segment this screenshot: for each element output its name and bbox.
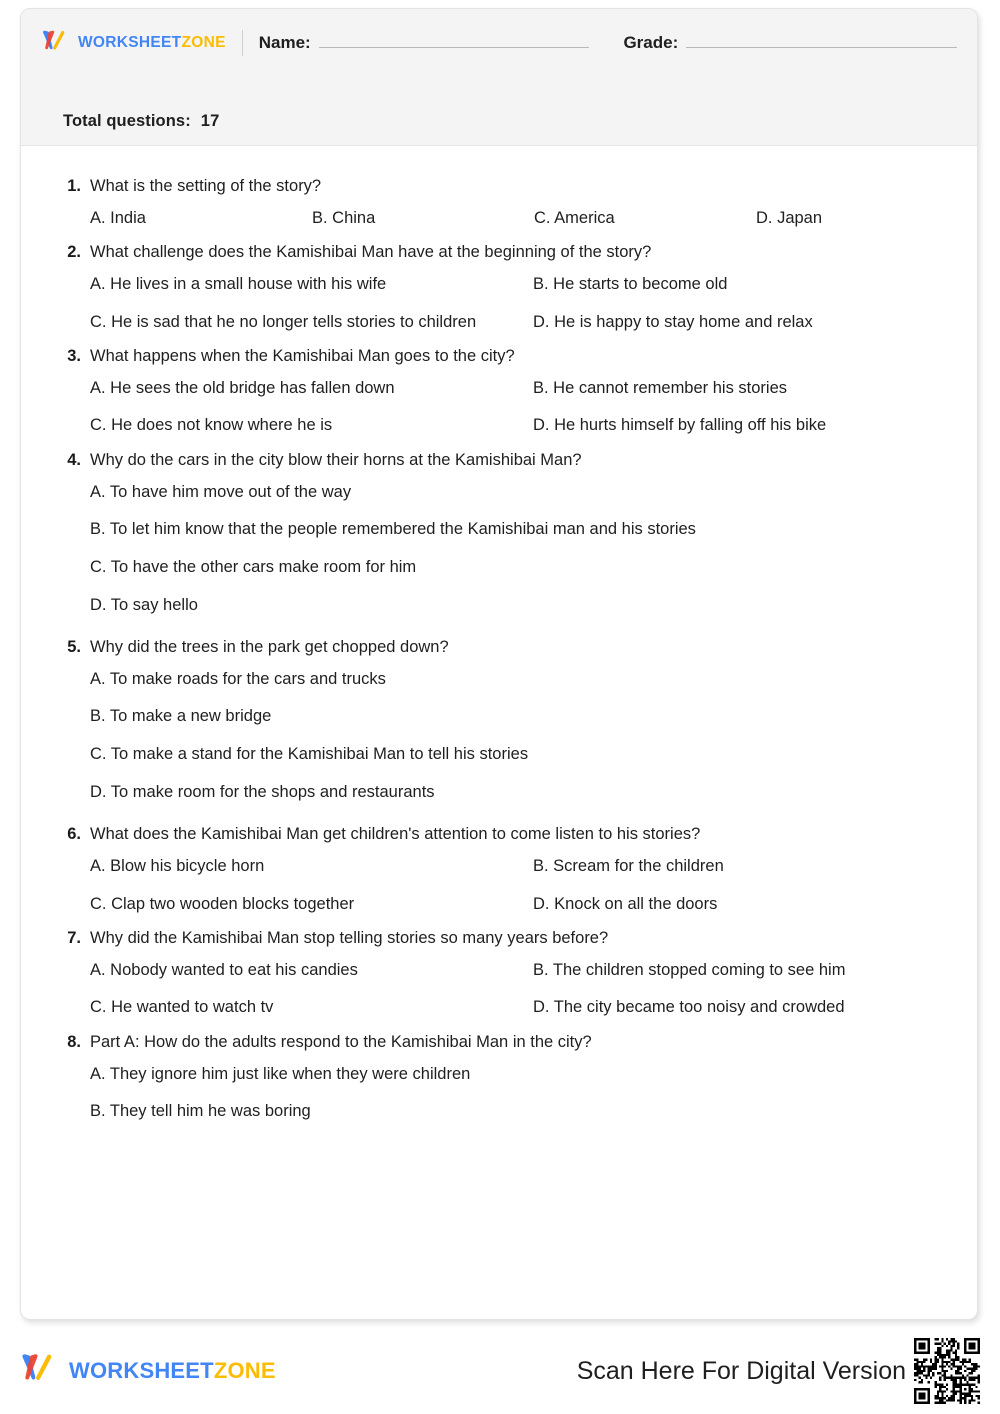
answer-choice[interactable]: A. To make roads for the cars and trucks [90,669,386,688]
question-number: 8. [67,1033,81,1051]
question-header [55,1032,943,1053]
qr-code[interactable] [914,1338,980,1404]
answer-choice[interactable]: C. Clap two wooden blocks together [90,894,355,913]
footer-scan-group [577,1338,980,1404]
header-divider [242,30,243,56]
question-number: 1. [67,177,81,195]
answer-choice[interactable]: D. To make room for the shops and restaurants [90,782,435,801]
question-header [55,176,943,197]
question-number: 5. [67,638,81,657]
question-number: 3. [67,347,81,366]
question-text: Why do the cars in the city blow their horns at the Kamishibai Man? [90,451,582,469]
choice-list [90,274,943,332]
answer-choice[interactable]: D. Japan [756,208,823,227]
name-input-line[interactable] [319,33,590,48]
question-text: Why did the Kamishibai Man stop telling stories so many years before? [90,929,609,948]
footer-brand-wordmark [69,1360,276,1382]
questions-list [21,146,977,1154]
question-text: What happens when the Kamishibai Man goes to the city? [90,347,515,366]
question-header [55,824,943,845]
question-header [55,346,943,367]
choice-list [90,208,943,229]
answer-choice[interactable]: C. He wanted to watch tv [90,998,274,1017]
choice-list [90,482,943,616]
total-questions [63,112,219,131]
choice-list [90,378,943,436]
answer-choice[interactable]: A. To have him move out of the way [90,482,352,501]
answer-choice[interactable]: A. Nobody wanted to eat his candies [90,960,358,979]
question-item [55,346,943,436]
answer-choice[interactable]: B. He cannot remember his stories [533,378,788,397]
question-number: 7. [67,929,81,948]
answer-choice[interactable]: B. He starts to become old [533,274,728,293]
answer-choice[interactable]: B. The children stopped coming to see him [533,960,846,979]
worksheet-zone-logo-icon [20,1353,60,1389]
header-row [41,9,957,71]
answer-choice[interactable]: D. Knock on all the doors [533,894,718,913]
answer-choice[interactable]: C. America [534,208,615,227]
answer-choice[interactable]: B. They tell him he was boring [90,1102,311,1121]
answer-choice[interactable]: B. Scream for the children [533,856,724,875]
brand-wordmark-zone: ZONE [181,34,226,52]
grade-field[interactable] [623,33,957,53]
question-header [55,928,943,949]
question-text: What does the Kamishibai Man get children's attention to come listen to his stories? [90,825,701,844]
question-header [55,242,943,263]
question-number: 4. [67,451,81,469]
answer-choice[interactable]: A. Blow his bicycle horn [90,856,265,875]
name-field[interactable] [259,33,590,53]
grade-label: Grade: [623,33,679,52]
answer-choice[interactable]: A. They ignore him just like when they were children [90,1064,471,1083]
question-text: What challenge does the Kamishibai Man have at the beginning of the story? [90,243,652,262]
brand-wordmark-worksheet: WORKSHEET [78,34,182,52]
footer-brand-wordmark-zone: ZONE [213,1358,276,1383]
question-text: Why did the trees in the park get chopped down? [90,638,449,657]
total-questions-value: 17 [200,112,220,130]
page-footer [20,1332,980,1410]
answer-choice[interactable]: C. To make a stand for the Kamishibai Man to tell his stories [90,745,529,763]
question-text: What is the setting of the story? [90,177,322,195]
answer-choice[interactable]: D. To say hello [90,595,198,614]
question-item [55,176,943,228]
question-text: Part A: How do the adults respond to the Kamishibai Man in the city? [90,1033,592,1051]
name-label: Name: [258,33,311,52]
worksheet-zone-logo-icon [41,30,71,56]
worksheet-card [20,8,978,1320]
footer-brand-wordmark-worksheet: WORKSHEET [69,1358,214,1383]
scan-here-label: Scan Here For Digital Version [576,1356,906,1385]
answer-choice[interactable]: B. To make a new bridge [90,707,272,726]
question-item [55,450,943,615]
question-number: 6. [67,825,81,844]
choice-list [90,1064,943,1122]
question-number: 2. [67,243,81,262]
question-item [55,928,943,1018]
brand-logo [41,30,226,56]
brand-wordmark [78,35,226,51]
question-item [55,242,943,332]
question-header [55,450,943,471]
answer-choice[interactable]: D. The city became too noisy and crowded [533,998,845,1017]
choice-list [90,960,943,1018]
answer-choice[interactable]: D. He hurts himself by falling off his bike [533,416,827,435]
question-item [55,637,943,802]
answer-choice[interactable]: A. India [90,208,146,227]
question-header [55,637,943,658]
answer-choice[interactable]: B. China [312,208,376,227]
answer-choice[interactable]: A. He lives in a small house with his wife [90,274,387,293]
worksheet-header [21,9,977,146]
total-questions-label: Total questions: [63,112,191,130]
choice-list [90,856,943,914]
answer-choice[interactable]: C. To have the other cars make room for him [90,557,417,576]
answer-choice[interactable]: C. He does not know where he is [90,416,333,435]
footer-brand-logo [20,1353,276,1389]
answer-choice[interactable]: D. He is happy to stay home and relax [533,312,813,331]
answer-choice[interactable]: C. He is sad that he no longer tells stories to children [90,312,477,331]
question-item [55,1032,943,1122]
answer-choice[interactable]: A. He sees the old bridge has fallen down [90,378,395,397]
answer-choice[interactable]: B. To let him know that the people remembered the Kamishibai man and his stories [90,520,696,539]
choice-list [90,669,943,803]
question-item [55,824,943,914]
grade-input-line[interactable] [686,33,957,48]
